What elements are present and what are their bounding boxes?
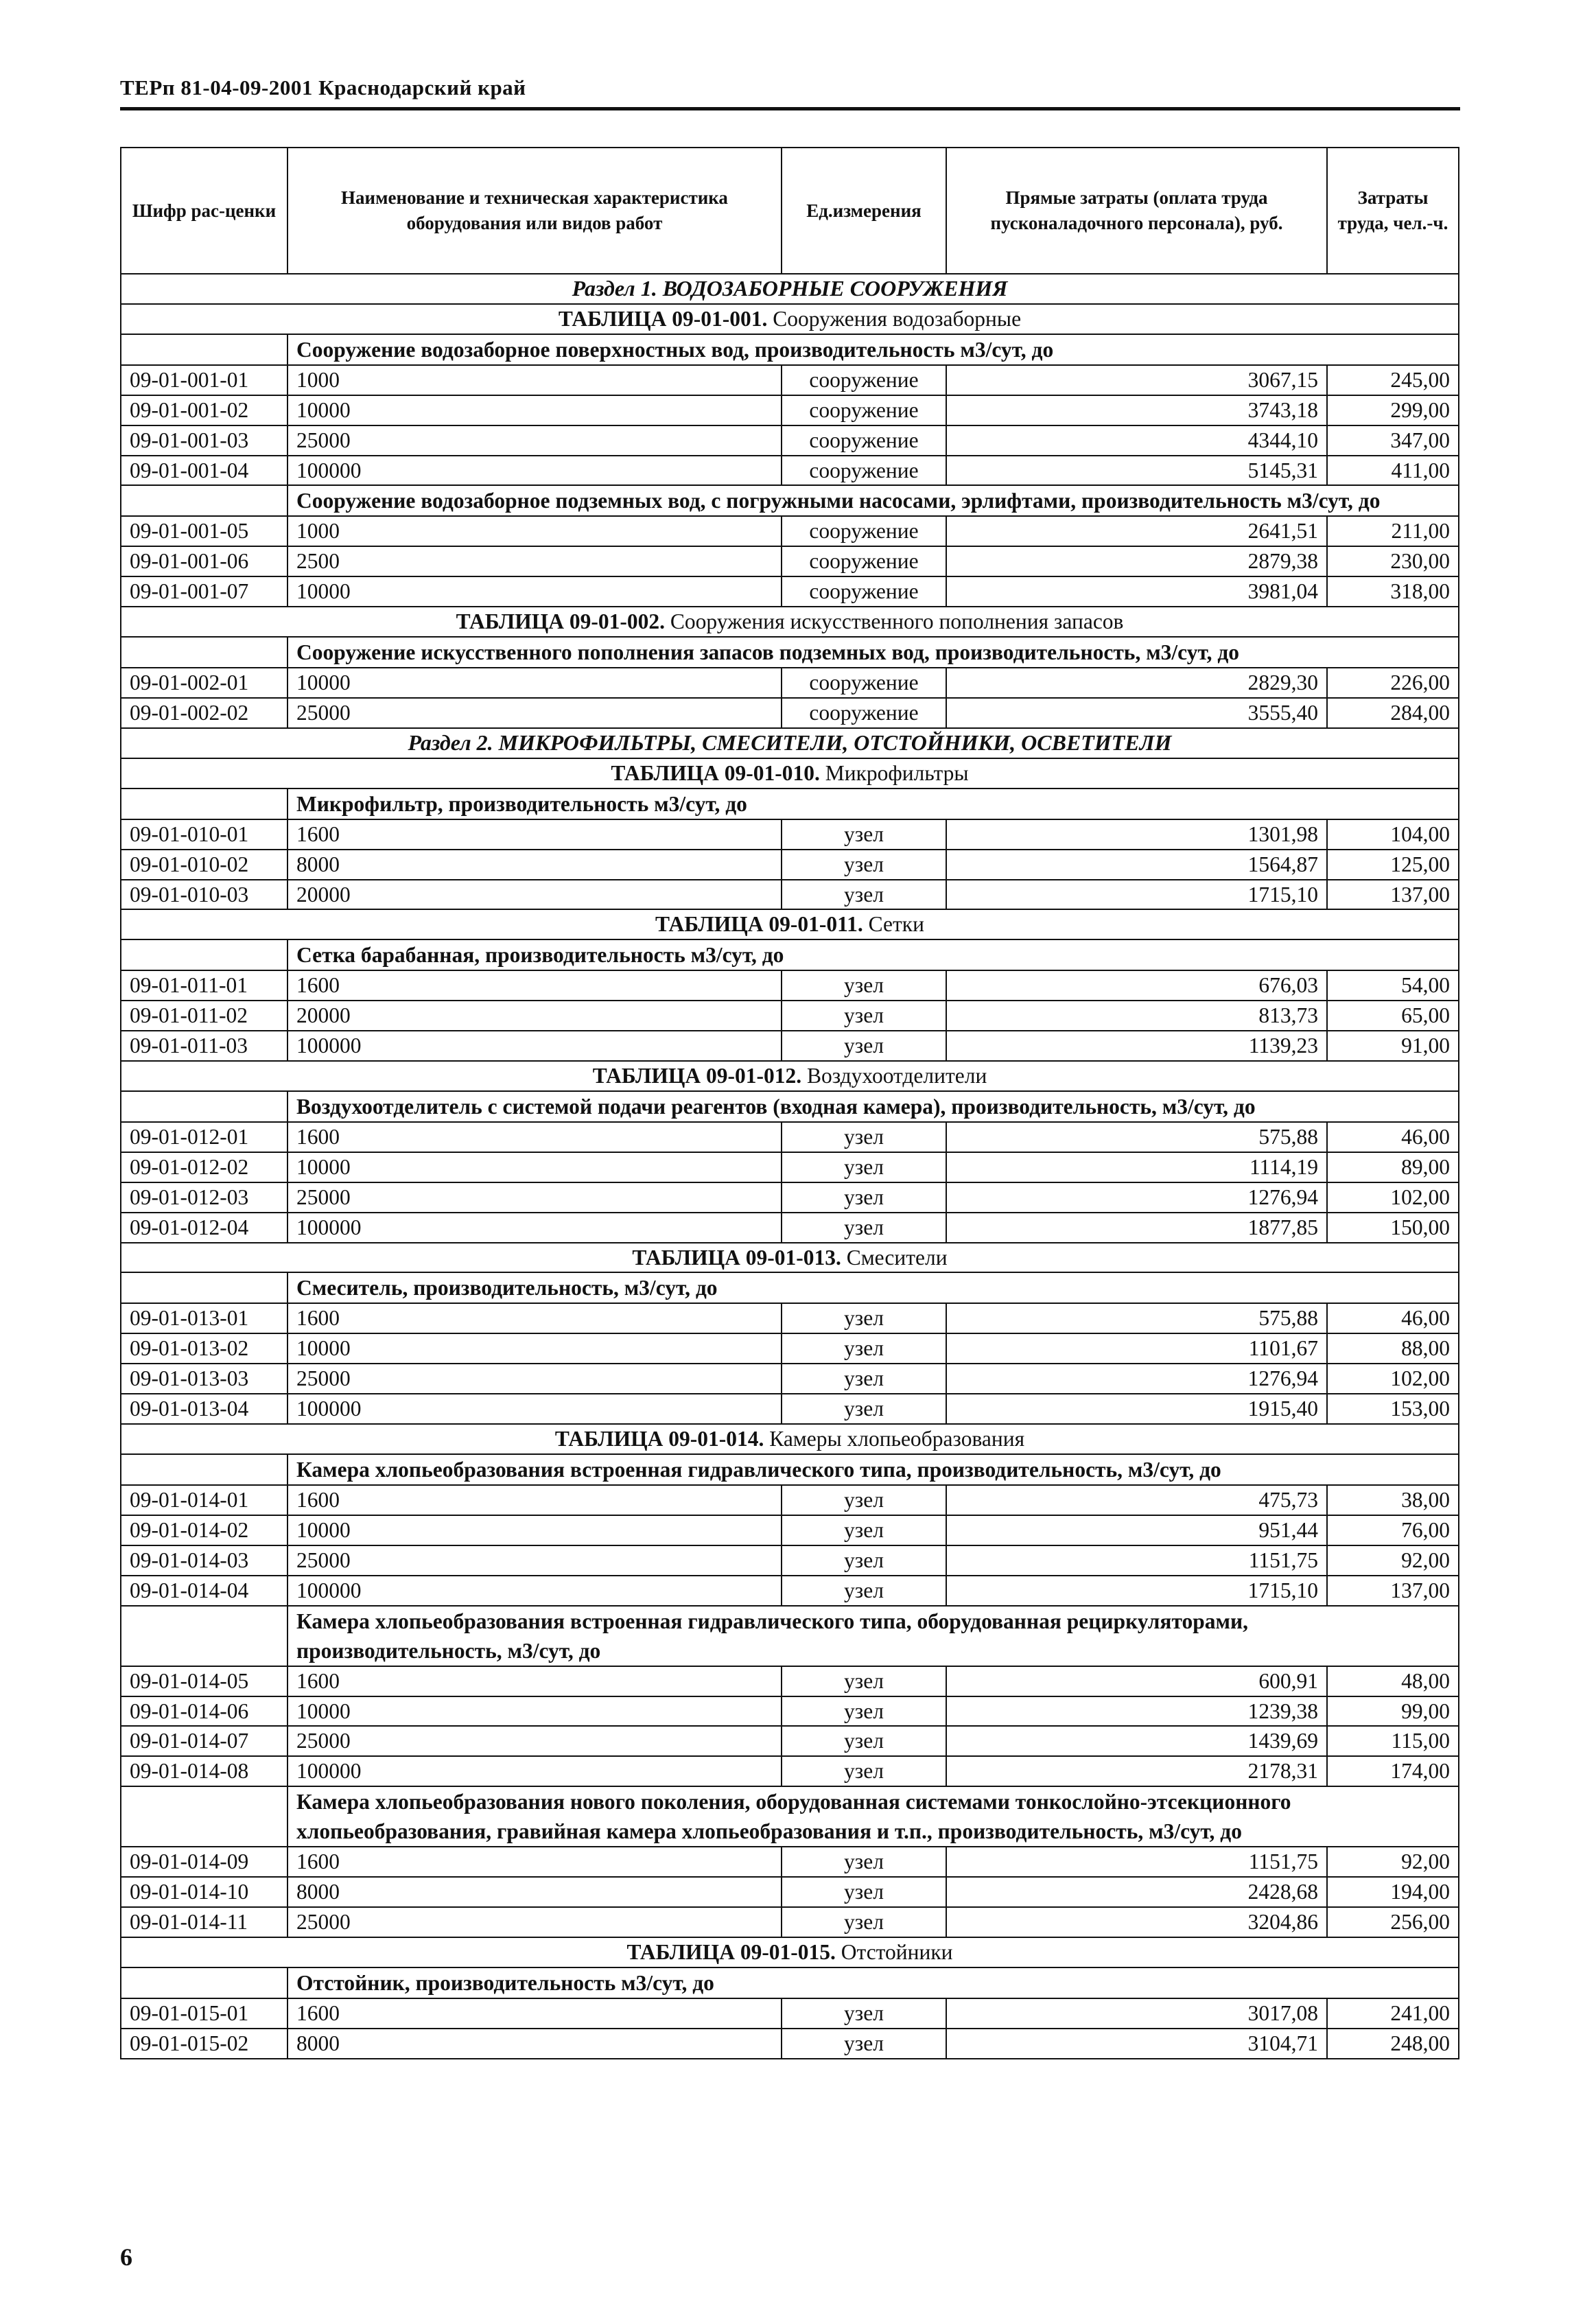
code-cell: 09-01-013-02: [121, 1333, 287, 1364]
labor-cell: 230,00: [1327, 546, 1459, 576]
cost-cell: 1439,69: [946, 1726, 1327, 1756]
labor-cell: 245,00: [1327, 365, 1459, 395]
capacity-cell: 25000: [287, 698, 782, 728]
capacity-cell: 100000: [287, 1576, 782, 1606]
cost-cell: 5145,31: [946, 456, 1327, 486]
group-description-row: [121, 1454, 1459, 1485]
cost-cell: 1915,40: [946, 1394, 1327, 1424]
unit-cell: сооружение: [782, 456, 946, 486]
table-heading-row: [121, 758, 1459, 789]
capacity-cell: 1600: [287, 1303, 782, 1333]
code-cell: 09-01-015-01: [121, 1998, 287, 2029]
column-header-code: Шифр рас-ценки: [121, 148, 287, 274]
capacity-cell: 25000: [287, 1726, 782, 1756]
capacity-cell: 10000: [287, 668, 782, 698]
group-description: Сетка барабанная, производительность м3/сут, до: [287, 939, 1459, 970]
cost-cell: 575,88: [946, 1122, 1327, 1152]
labor-cell: 38,00: [1327, 1485, 1459, 1515]
code-cell: 09-01-014-03: [121, 1545, 287, 1576]
labor-cell: 211,00: [1327, 516, 1459, 546]
labor-cell: 137,00: [1327, 880, 1459, 910]
table-row: [121, 576, 1459, 607]
labor-cell: 125,00: [1327, 850, 1459, 880]
table-heading-row: [121, 1424, 1459, 1454]
capacity-cell: 10000: [287, 1152, 782, 1182]
unit-cell: узел: [782, 1333, 946, 1364]
labor-cell: 153,00: [1327, 1394, 1459, 1424]
table-row: [121, 970, 1459, 1001]
unit-cell: узел: [782, 1364, 946, 1394]
labor-cell: 102,00: [1327, 1364, 1459, 1394]
group-description: Камера хлопьеобразования встроенная гидравлического типа, оборудованная рециркуляторами, производительность, м3/сут, до: [287, 1606, 1459, 1666]
cost-cell: 3204,86: [946, 1907, 1327, 1937]
empty-code-cell: [121, 1967, 287, 1998]
empty-code-cell: [121, 1091, 287, 1122]
labor-cell: 46,00: [1327, 1122, 1459, 1152]
empty-code-cell: [121, 1272, 287, 1303]
labor-cell: 99,00: [1327, 1696, 1459, 1727]
cost-cell: 951,44: [946, 1515, 1327, 1545]
price-table: [120, 147, 1459, 2059]
unit-cell: узел: [782, 1394, 946, 1424]
labor-cell: 92,00: [1327, 1545, 1459, 1576]
table-row: [121, 1696, 1459, 1727]
labor-cell: 65,00: [1327, 1001, 1459, 1031]
unit-cell: узел: [782, 970, 946, 1001]
code-cell: 09-01-014-01: [121, 1485, 287, 1515]
unit-cell: узел: [782, 2029, 946, 2059]
cost-cell: 4344,10: [946, 425, 1327, 456]
table-number: ТАБЛИЦА 09-01-015.: [626, 1939, 836, 1964]
labor-cell: 226,00: [1327, 668, 1459, 698]
page-header: ТЕРп 81-04-09-2001 Краснодарский край: [120, 75, 526, 100]
code-cell: 09-01-014-02: [121, 1515, 287, 1545]
table-row: [121, 668, 1459, 698]
unit-cell: узел: [782, 1001, 946, 1031]
group-description: Отстойник, производительность м3/сут, до: [287, 1967, 1459, 1998]
unit-cell: сооружение: [782, 576, 946, 607]
table-heading-row: [121, 1937, 1459, 1967]
empty-code-cell: [121, 334, 287, 365]
unit-cell: узел: [782, 1515, 946, 1545]
table-number: ТАБЛИЦА 09-01-014.: [554, 1427, 764, 1451]
labor-cell: 92,00: [1327, 1847, 1459, 1877]
cost-cell: 1101,67: [946, 1333, 1327, 1364]
unit-cell: узел: [782, 1545, 946, 1576]
code-cell: 09-01-012-04: [121, 1213, 287, 1243]
section-heading-row: [121, 274, 1459, 304]
labor-cell: 284,00: [1327, 698, 1459, 728]
table-number: ТАБЛИЦА 09-01-011.: [655, 912, 863, 937]
group-description: Камера хлопьеобразования встроенная гидравлического типа, производительность, м3/сут, до: [287, 1454, 1459, 1485]
column-header-cost: Прямые затраты (оплата труда пусконаладочного персонала), руб.: [946, 148, 1327, 274]
capacity-cell: 25000: [287, 1907, 782, 1937]
capacity-cell: 8000: [287, 1877, 782, 1907]
group-description-row: [121, 1967, 1459, 1998]
table-heading-row: [121, 607, 1459, 637]
table-row: [121, 1726, 1459, 1756]
unit-cell: узел: [782, 1485, 946, 1515]
unit-cell: узел: [782, 1847, 946, 1877]
code-cell: 09-01-013-04: [121, 1394, 287, 1424]
table-row: [121, 1847, 1459, 1877]
code-cell: 09-01-002-01: [121, 668, 287, 698]
group-description: Сооружение искусственного пополнения запасов подземных вод, производительность, м3/сут, до: [287, 637, 1459, 668]
column-header-labor: Затраты труда, чел.-ч.: [1327, 148, 1459, 274]
capacity-cell: 10000: [287, 1696, 782, 1727]
table-heading-row: [121, 909, 1459, 939]
table-row: [121, 1907, 1459, 1937]
group-description: Сооружение водозаборное подземных вод, с погружными насосами, эрлифтами, производительность м3/сут, до: [287, 485, 1459, 516]
table-row: [121, 1545, 1459, 1576]
cost-cell: 600,91: [946, 1666, 1327, 1696]
table-row: [121, 698, 1459, 728]
capacity-cell: 20000: [287, 880, 782, 910]
capacity-cell: 25000: [287, 425, 782, 456]
capacity-cell: 1000: [287, 365, 782, 395]
table-row: [121, 1666, 1459, 1696]
labor-cell: 88,00: [1327, 1333, 1459, 1364]
group-description: Камера хлопьеобразования нового поколения, оборудованная системами тонкослойно-этсекционного хлопьеобразования, гравийная камера хлопьеобразования и т.п., производительность, м3/сут, до: [287, 1786, 1459, 1847]
code-cell: 09-01-001-04: [121, 456, 287, 486]
code-cell: 09-01-014-06: [121, 1696, 287, 1727]
table-title: Сетки: [868, 912, 924, 937]
labor-cell: 48,00: [1327, 1666, 1459, 1696]
cost-cell: 2178,31: [946, 1756, 1327, 1786]
cost-cell: 3017,08: [946, 1998, 1327, 2029]
table-body: [121, 274, 1459, 2059]
table-row: [121, 1031, 1459, 1061]
capacity-cell: 10000: [287, 1515, 782, 1545]
code-cell: 09-01-001-07: [121, 576, 287, 607]
capacity-cell: 1600: [287, 1998, 782, 2029]
cost-cell: 813,73: [946, 1001, 1327, 1031]
unit-cell: сооружение: [782, 698, 946, 728]
capacity-cell: 8000: [287, 850, 782, 880]
cost-cell: 1114,19: [946, 1152, 1327, 1182]
table-row: [121, 1998, 1459, 2029]
code-cell: 09-01-012-03: [121, 1182, 287, 1213]
table-row: [121, 1756, 1459, 1786]
group-description-row: [121, 1606, 1459, 1666]
table-number: ТАБЛИЦА 09-01-001.: [558, 306, 768, 331]
capacity-cell: 1000: [287, 516, 782, 546]
unit-cell: узел: [782, 1576, 946, 1606]
code-cell: 09-01-014-09: [121, 1847, 287, 1877]
code-cell: 09-01-014-08: [121, 1756, 287, 1786]
unit-cell: узел: [782, 1907, 946, 1937]
labor-cell: 46,00: [1327, 1303, 1459, 1333]
code-cell: 09-01-014-05: [121, 1666, 287, 1696]
labor-cell: 174,00: [1327, 1756, 1459, 1786]
empty-code-cell: [121, 637, 287, 668]
empty-code-cell: [121, 789, 287, 819]
table-row: [121, 516, 1459, 546]
cost-cell: 676,03: [946, 970, 1327, 1001]
table-row: [121, 1576, 1459, 1606]
cost-cell: 1564,87: [946, 850, 1327, 880]
table-heading-row: [121, 304, 1459, 334]
table-heading: [121, 607, 1459, 637]
unit-cell: узел: [782, 1877, 946, 1907]
labor-cell: 194,00: [1327, 1877, 1459, 1907]
cost-cell: 1239,38: [946, 1696, 1327, 1727]
header-rule: [120, 107, 1460, 110]
group-description-row: [121, 789, 1459, 819]
table-title: Отстойники: [841, 1939, 953, 1964]
code-cell: 09-01-011-02: [121, 1001, 287, 1031]
capacity-cell: 1600: [287, 1122, 782, 1152]
table-title: Камеры хлопьеобразования: [769, 1427, 1025, 1451]
code-cell: 09-01-011-03: [121, 1031, 287, 1061]
table-heading: [121, 758, 1459, 789]
table-title: Микрофильтры: [825, 760, 969, 785]
cost-cell: 1715,10: [946, 1576, 1327, 1606]
cost-cell: 3981,04: [946, 576, 1327, 607]
empty-code-cell: [121, 1786, 287, 1847]
cost-cell: 1139,23: [946, 1031, 1327, 1061]
code-cell: 09-01-001-01: [121, 365, 287, 395]
table-row: [121, 1152, 1459, 1182]
code-cell: 09-01-010-03: [121, 880, 287, 910]
labor-cell: 347,00: [1327, 425, 1459, 456]
group-description-row: [121, 637, 1459, 668]
section-heading-row: [121, 728, 1459, 758]
cost-cell: 2428,68: [946, 1877, 1327, 1907]
unit-cell: узел: [782, 1696, 946, 1727]
capacity-cell: 100000: [287, 1213, 782, 1243]
unit-cell: узел: [782, 1213, 946, 1243]
table-row: [121, 395, 1459, 425]
code-cell: 09-01-012-02: [121, 1152, 287, 1182]
table-row: [121, 1394, 1459, 1424]
cost-cell: 1301,98: [946, 819, 1327, 850]
unit-cell: узел: [782, 1666, 946, 1696]
table-heading: [121, 1061, 1459, 1091]
code-cell: 09-01-002-02: [121, 698, 287, 728]
table-row: [121, 1182, 1459, 1213]
code-cell: 09-01-011-01: [121, 970, 287, 1001]
table-row: [121, 1515, 1459, 1545]
cost-cell: 3555,40: [946, 698, 1327, 728]
table-number: ТАБЛИЦА 09-01-013.: [632, 1245, 841, 1270]
code-cell: 09-01-001-05: [121, 516, 287, 546]
column-header-name: Наименование и техническая характеристика оборудования или видов работ: [287, 148, 782, 274]
empty-code-cell: [121, 1606, 287, 1666]
capacity-cell: 20000: [287, 1001, 782, 1031]
labor-cell: 104,00: [1327, 819, 1459, 850]
price-table-container: [120, 147, 1458, 2059]
cost-cell: 475,73: [946, 1485, 1327, 1515]
capacity-cell: 1600: [287, 1485, 782, 1515]
unit-cell: сооружение: [782, 516, 946, 546]
unit-cell: сооружение: [782, 365, 946, 395]
table-heading-row: [121, 1061, 1459, 1091]
labor-cell: 248,00: [1327, 2029, 1459, 2059]
capacity-cell: 1600: [287, 970, 782, 1001]
cost-cell: 1715,10: [946, 880, 1327, 910]
table-row: [121, 1877, 1459, 1907]
capacity-cell: 25000: [287, 1182, 782, 1213]
unit-cell: узел: [782, 1031, 946, 1061]
code-cell: 09-01-014-10: [121, 1877, 287, 1907]
table-row: [121, 1303, 1459, 1333]
labor-cell: 54,00: [1327, 970, 1459, 1001]
unit-cell: узел: [782, 880, 946, 910]
table-title: Воздухоотделители: [807, 1064, 987, 1088]
unit-cell: сооружение: [782, 395, 946, 425]
group-description-row: [121, 485, 1459, 516]
labor-cell: 76,00: [1327, 1515, 1459, 1545]
unit-cell: сооружение: [782, 425, 946, 456]
section-title: Раздел 1. ВОДОЗАБОРНЫЕ СООРУЖЕНИЯ: [121, 274, 1459, 304]
cost-cell: 2641,51: [946, 516, 1327, 546]
capacity-cell: 1600: [287, 1847, 782, 1877]
table-row: [121, 546, 1459, 576]
unit-cell: узел: [782, 1998, 946, 2029]
capacity-cell: 10000: [287, 1333, 782, 1364]
unit-cell: узел: [782, 819, 946, 850]
empty-code-cell: [121, 485, 287, 516]
table-heading: [121, 1243, 1459, 1273]
labor-cell: 150,00: [1327, 1213, 1459, 1243]
unit-cell: узел: [782, 1303, 946, 1333]
code-cell: 09-01-012-01: [121, 1122, 287, 1152]
table-heading: [121, 304, 1459, 334]
labor-cell: 102,00: [1327, 1182, 1459, 1213]
code-cell: 09-01-014-11: [121, 1907, 287, 1937]
unit-cell: узел: [782, 1152, 946, 1182]
labor-cell: 115,00: [1327, 1726, 1459, 1756]
labor-cell: 411,00: [1327, 456, 1459, 486]
code-cell: 09-01-001-03: [121, 425, 287, 456]
table-title: Сооружения искусственного пополнения запасов: [670, 609, 1124, 634]
cost-cell: 2829,30: [946, 668, 1327, 698]
unit-cell: узел: [782, 1756, 946, 1786]
table-row: [121, 456, 1459, 486]
group-description-row: [121, 334, 1459, 365]
unit-cell: сооружение: [782, 668, 946, 698]
code-cell: 09-01-010-01: [121, 819, 287, 850]
code-cell: 09-01-001-02: [121, 395, 287, 425]
section-title: Раздел 2. МИКРОФИЛЬТРЫ, СМЕСИТЕЛИ, ОТСТОЙНИКИ, ОСВЕТИТЕЛИ: [121, 728, 1459, 758]
labor-cell: 318,00: [1327, 576, 1459, 607]
table-title: Смесители: [846, 1245, 948, 1270]
table-row: [121, 850, 1459, 880]
capacity-cell: 8000: [287, 2029, 782, 2059]
cost-cell: 1151,75: [946, 1847, 1327, 1877]
group-description: Сооружение водозаборное поверхностных вод, производительность м3/сут, до: [287, 334, 1459, 365]
labor-cell: 241,00: [1327, 1998, 1459, 2029]
group-description: Микрофильтр, производительность м3/сут, до: [287, 789, 1459, 819]
capacity-cell: 100000: [287, 1031, 782, 1061]
group-description-row: [121, 939, 1459, 970]
table-number: ТАБЛИЦА 09-01-002.: [456, 609, 665, 634]
code-cell: 09-01-014-07: [121, 1726, 287, 1756]
table-row: [121, 1122, 1459, 1152]
table-heading: [121, 1937, 1459, 1967]
table-heading: [121, 1424, 1459, 1454]
cost-cell: 2879,38: [946, 546, 1327, 576]
capacity-cell: 25000: [287, 1545, 782, 1576]
capacity-cell: 10000: [287, 576, 782, 607]
table-row: [121, 1213, 1459, 1243]
unit-cell: сооружение: [782, 546, 946, 576]
labor-cell: 89,00: [1327, 1152, 1459, 1182]
table-row: [121, 1364, 1459, 1394]
capacity-cell: 10000: [287, 395, 782, 425]
labor-cell: 256,00: [1327, 1907, 1459, 1937]
code-cell: 09-01-015-02: [121, 2029, 287, 2059]
cost-cell: 1276,94: [946, 1364, 1327, 1394]
column-header-unit: Ед.измерения: [782, 148, 946, 274]
capacity-cell: 1600: [287, 1666, 782, 1696]
page-number: 6: [120, 2243, 132, 2271]
cost-cell: 3743,18: [946, 395, 1327, 425]
unit-cell: узел: [782, 1726, 946, 1756]
group-description-row: [121, 1272, 1459, 1303]
capacity-cell: 2500: [287, 546, 782, 576]
code-cell: 09-01-014-04: [121, 1576, 287, 1606]
table-heading-row: [121, 1243, 1459, 1273]
table-row: [121, 2029, 1459, 2059]
table-row: [121, 819, 1459, 850]
table-header-row: [121, 148, 1459, 274]
empty-code-cell: [121, 939, 287, 970]
cost-cell: 1877,85: [946, 1213, 1327, 1243]
table-row: [121, 365, 1459, 395]
cost-cell: 3104,71: [946, 2029, 1327, 2059]
labor-cell: 91,00: [1327, 1031, 1459, 1061]
table-row: [121, 1485, 1459, 1515]
cost-cell: 3067,15: [946, 365, 1327, 395]
table-title: Сооружения водозаборные: [773, 306, 1022, 331]
group-description-row: [121, 1786, 1459, 1847]
group-description: Смеситель, производительность, м3/сут, до: [287, 1272, 1459, 1303]
table-heading: [121, 909, 1459, 939]
capacity-cell: 100000: [287, 456, 782, 486]
empty-code-cell: [121, 1454, 287, 1485]
capacity-cell: 25000: [287, 1364, 782, 1394]
labor-cell: 299,00: [1327, 395, 1459, 425]
cost-cell: 1276,94: [946, 1182, 1327, 1213]
table-number: ТАБЛИЦА 09-01-012.: [592, 1064, 802, 1088]
unit-cell: узел: [782, 850, 946, 880]
capacity-cell: 100000: [287, 1756, 782, 1786]
group-description: Воздухоотделитель с системой подачи реагентов (входная камера), производительность, м3/сут, до: [287, 1091, 1459, 1122]
capacity-cell: 100000: [287, 1394, 782, 1424]
code-cell: 09-01-013-01: [121, 1303, 287, 1333]
cost-cell: 1151,75: [946, 1545, 1327, 1576]
capacity-cell: 1600: [287, 819, 782, 850]
table-row: [121, 425, 1459, 456]
labor-cell: 137,00: [1327, 1576, 1459, 1606]
table-number: ТАБЛИЦА 09-01-010.: [611, 760, 820, 785]
unit-cell: узел: [782, 1182, 946, 1213]
unit-cell: узел: [782, 1122, 946, 1152]
table-row: [121, 1001, 1459, 1031]
code-cell: 09-01-001-06: [121, 546, 287, 576]
table-row: [121, 1333, 1459, 1364]
code-cell: 09-01-010-02: [121, 850, 287, 880]
cost-cell: 575,88: [946, 1303, 1327, 1333]
code-cell: 09-01-013-03: [121, 1364, 287, 1394]
table-row: [121, 880, 1459, 910]
group-description-row: [121, 1091, 1459, 1122]
